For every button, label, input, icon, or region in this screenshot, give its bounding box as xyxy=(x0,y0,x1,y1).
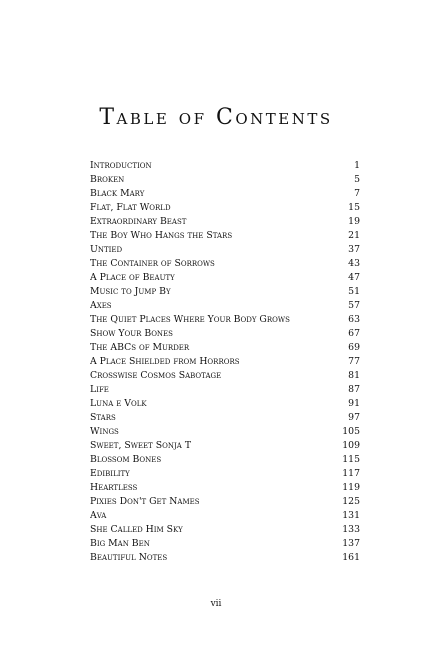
toc-entry-title: A Place Shielded from Horrors xyxy=(90,356,240,367)
toc-entry xyxy=(90,509,360,523)
toc-entry-page: 77 xyxy=(348,356,360,367)
toc-entry xyxy=(90,551,360,565)
toc-entry-title: Wings xyxy=(90,426,119,437)
toc-entry xyxy=(90,369,360,383)
toc-entry-page: 97 xyxy=(348,412,360,423)
toc-entry xyxy=(90,453,360,467)
toc-entry-title: Heartless xyxy=(90,482,138,493)
toc-entry-page: 51 xyxy=(348,286,360,297)
toc-entry-page: 67 xyxy=(348,328,360,339)
toc-entry xyxy=(90,285,360,299)
toc-entry xyxy=(90,187,360,201)
toc-entry-title: Life xyxy=(90,384,109,395)
toc-entry xyxy=(90,341,360,355)
toc-entry-page: 115 xyxy=(342,454,360,465)
toc-entry-title: The ABCs of Murder xyxy=(90,342,190,353)
toc-entry xyxy=(90,229,360,243)
toc-entry xyxy=(90,243,360,257)
toc-entry xyxy=(90,173,360,187)
toc-entry-page: 1 xyxy=(354,160,360,171)
toc-entry xyxy=(90,481,360,495)
toc-entry-page: 87 xyxy=(348,384,360,395)
toc-entry-page: 131 xyxy=(342,510,360,521)
toc-entry xyxy=(90,215,360,229)
toc-entry xyxy=(90,411,360,425)
page-number: vii xyxy=(210,599,222,609)
toc-entry-page: 37 xyxy=(348,244,360,255)
toc-entry-page: 161 xyxy=(342,552,360,563)
toc-entry-title: Stars xyxy=(90,412,116,423)
toc-entry xyxy=(90,425,360,439)
toc-entry-title: The Container of Sorrows xyxy=(90,258,215,269)
toc-entry-title: Music to Jump By xyxy=(90,286,171,297)
toc-entry xyxy=(90,467,360,481)
toc-entry-title: A Place of Beauty xyxy=(90,272,175,283)
toc-entry-title: Broken xyxy=(90,174,125,185)
toc-entry-title: Crosswise Cosmos Sabotage xyxy=(90,370,222,381)
toc-entry-title: Black Mary xyxy=(90,188,145,199)
toc-entry-title: Ava xyxy=(90,510,107,521)
toc-entry-title: Flat, Flat World xyxy=(90,202,171,213)
toc-entry-title: Luna e Volk xyxy=(90,398,147,409)
toc-entry xyxy=(90,159,360,173)
toc-entry-page: 43 xyxy=(348,258,360,269)
table-of-contents xyxy=(90,159,360,565)
toc-entry-title: The Quiet Places Where Your Body Grows xyxy=(90,314,290,325)
toc-entry-title: Blossom Bones xyxy=(90,454,162,465)
toc-entry-page: 109 xyxy=(342,440,360,451)
toc-entry-page: 81 xyxy=(348,370,360,381)
toc-entry-title: Introduction xyxy=(90,160,152,171)
toc-entry xyxy=(90,271,360,285)
toc-entry xyxy=(90,523,360,537)
toc-entry-title: Edibility xyxy=(90,468,130,479)
toc-entry-title: She Called Him Sky xyxy=(90,524,183,535)
toc-entry-title: Sweet, Sweet Sonja T xyxy=(90,440,192,451)
toc-entry-page: 47 xyxy=(348,272,360,283)
toc-entry-title: Beautiful Notes xyxy=(90,552,168,563)
toc-entry-page: 133 xyxy=(342,524,360,535)
toc-entry-title: Untied xyxy=(90,244,123,255)
toc-entry xyxy=(90,299,360,313)
toc-entry xyxy=(90,257,360,271)
toc-entry-title: Show Your Bones xyxy=(90,328,173,339)
toc-entry-title: Axes xyxy=(90,300,112,311)
toc-entry xyxy=(90,327,360,341)
toc-entry-page: 91 xyxy=(348,398,360,409)
toc-entry-page: 105 xyxy=(342,426,360,437)
toc-entry xyxy=(90,201,360,215)
toc-entry xyxy=(90,495,360,509)
toc-entry-page: 7 xyxy=(354,188,360,199)
toc-entry-page: 5 xyxy=(354,174,360,185)
toc-entry-page: 125 xyxy=(342,496,360,507)
page-title: Table of Contents xyxy=(99,105,333,130)
toc-entry xyxy=(90,397,360,411)
toc-entry-page: 57 xyxy=(348,300,360,311)
toc-entry-page: 119 xyxy=(342,482,360,493)
toc-entry-title: Big Man Ben xyxy=(90,538,150,549)
toc-entry-page: 117 xyxy=(342,468,360,479)
toc-entry-page: 21 xyxy=(348,230,360,241)
toc-entry-page: 137 xyxy=(342,538,360,549)
toc-entry-page: 19 xyxy=(348,216,360,227)
toc-entry xyxy=(90,439,360,453)
toc-entry xyxy=(90,383,360,397)
toc-entry xyxy=(90,537,360,551)
toc-entry-title: The Boy Who Hangs the Stars xyxy=(90,230,233,241)
toc-entry-title: Pixies Don't Get Names xyxy=(90,496,200,507)
toc-entry-page: 63 xyxy=(348,314,360,325)
toc-entry-page: 15 xyxy=(348,202,360,213)
toc-entry-title: Extraordinary Beast xyxy=(90,216,187,227)
toc-entry xyxy=(90,313,360,327)
toc-entry xyxy=(90,355,360,369)
toc-entry-page: 69 xyxy=(348,342,360,353)
